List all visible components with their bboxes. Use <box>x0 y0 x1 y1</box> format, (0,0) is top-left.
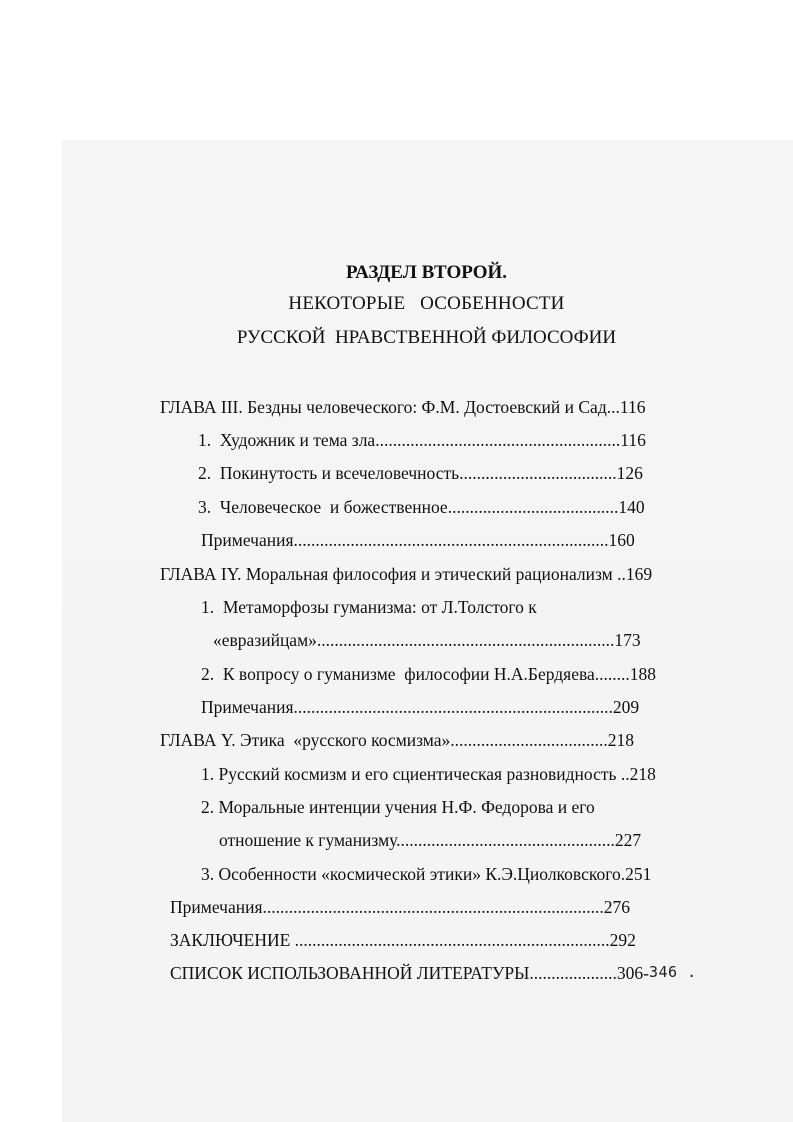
toc-page-number: 218 <box>607 730 635 750</box>
section-subtitle-line1: НЕКОТОРЫЕ ОСОБЕННОСТИ <box>288 293 565 314</box>
toc-page-number: 160 <box>608 530 635 550</box>
toc-entry-title: отношение к гуманизму <box>219 830 397 850</box>
toc-page-number: 169 <box>625 564 653 584</box>
toc-entry-title: Примечания <box>170 897 263 917</box>
toc-entry-4-2 <box>201 664 656 685</box>
toc-entry-notes-4 <box>201 697 639 718</box>
toc-leader-dots: .................................................................... <box>316 630 615 650</box>
toc-entry-5-3 <box>201 864 651 885</box>
toc-page-number: 126 <box>616 463 643 483</box>
toc-entry-notes-5 <box>170 897 630 918</box>
toc-leader-dots: ......................................................................... <box>293 697 613 717</box>
toc-entry-title: 1. Русский космизм и его сциентическая разновидность <box>201 764 621 784</box>
toc-entry-3-3 <box>198 497 645 518</box>
toc-leader-dots: ........................................................................ <box>294 930 610 950</box>
toc-leader-dots: .. <box>620 764 630 784</box>
toc-page-number: 276 <box>603 897 631 917</box>
toc-leader-dots: ... <box>606 397 620 417</box>
toc-entry-title: 3. Человеческое и божественное <box>198 497 448 517</box>
toc-entry-bibliography <box>170 963 697 984</box>
toc-entry-title: ГЛАВА III. Бездны человеческого: Ф.М. Достоевский и Сад <box>160 397 607 417</box>
toc-page-number: 251 <box>625 864 652 884</box>
toc-page-number: 227 <box>614 830 642 850</box>
toc-entry-title: 3. Особенности «космической этики» К.Э.Циолковского. <box>201 864 626 884</box>
toc-page-number: 173 <box>614 630 641 650</box>
toc-leader-dots: .............................................................................. <box>262 897 604 917</box>
toc-entry-chapter-3 <box>160 397 645 418</box>
toc-entry-3-1 <box>198 430 646 451</box>
toc-leader-dots: .................... <box>529 963 617 983</box>
toc-entry-3-2 <box>198 463 643 484</box>
toc-leader-dots: ........................................................................ <box>293 530 609 550</box>
toc-entry-title: ЗАКЛЮЧЕНИЕ <box>170 930 295 950</box>
toc-entry-title: «евразийцам» <box>213 630 317 650</box>
toc-entry-5-2-line2 <box>219 830 641 851</box>
toc-entry-title: 2. Покинутость и всечеловечность <box>198 463 460 483</box>
toc-leader-dots: ........................................................ <box>375 430 621 450</box>
toc-entry-title: 1. Художник и тема зла <box>198 430 376 450</box>
toc-entry-title: ГЛАВА IY. Моральная философия и этический рационализм <box>160 564 618 584</box>
toc-entry-notes-3 <box>201 530 635 551</box>
toc-entry-title: Примечания <box>201 530 294 550</box>
toc-leader-dots: ....................................... <box>447 497 619 517</box>
toc-entry-title: ГЛАВА Y. Этика «русского космизма» <box>160 730 451 750</box>
toc-entry-4-1-line2 <box>213 630 641 651</box>
toc-leader-dots: .................................... <box>450 730 608 750</box>
toc-entry-conclusion <box>170 930 636 951</box>
toc-page-number: 116 <box>619 397 646 417</box>
toc-page-number: 218 <box>629 764 656 784</box>
toc-page-number: 292 <box>609 930 636 950</box>
toc-entry-title: 2. Моральные интенции учения Н.Ф. Федорова и его <box>201 797 595 817</box>
toc-entry-5-2-line1 <box>201 797 595 818</box>
handwritten-page-end: 346 . <box>648 963 697 981</box>
toc-leader-dots: .................................................. <box>396 830 615 850</box>
toc-page-number: 140 <box>618 497 645 517</box>
toc-entry-title: Примечания <box>201 697 294 717</box>
section-title: РАЗДЕЛ ВТОРОЙ. <box>345 262 508 283</box>
toc-entry-chapter-5 <box>160 730 634 751</box>
toc-page-number: 306- <box>616 963 649 983</box>
toc-entry-title: СПИСОК ИСПОЛЬЗОВАННОЙ ЛИТЕРАТУРЫ <box>170 963 530 983</box>
toc-leader-dots: ........ <box>594 664 630 684</box>
toc-entry-title: 1. Метаморфозы гуманизма: от Л.Толстого к <box>201 597 537 617</box>
toc-entry-4-1-line1 <box>201 597 537 618</box>
toc-leader-dots: .................................... <box>459 463 617 483</box>
toc-page-number: 209 <box>612 697 640 717</box>
toc-entry-chapter-4 <box>160 564 652 585</box>
toc-leader-dots: .. <box>617 564 626 584</box>
toc-entry-title: 2. К вопросу о гуманизме философии Н.А.Бердяева <box>201 664 595 684</box>
toc-page-number: 188 <box>629 664 657 684</box>
section-subtitle-line2: РУССКОЙ НРАВСТВЕННОЙ ФИЛОСОФИИ <box>236 327 617 348</box>
toc-entry-5-1 <box>201 764 656 785</box>
toc-page-number: 116 <box>620 430 646 450</box>
